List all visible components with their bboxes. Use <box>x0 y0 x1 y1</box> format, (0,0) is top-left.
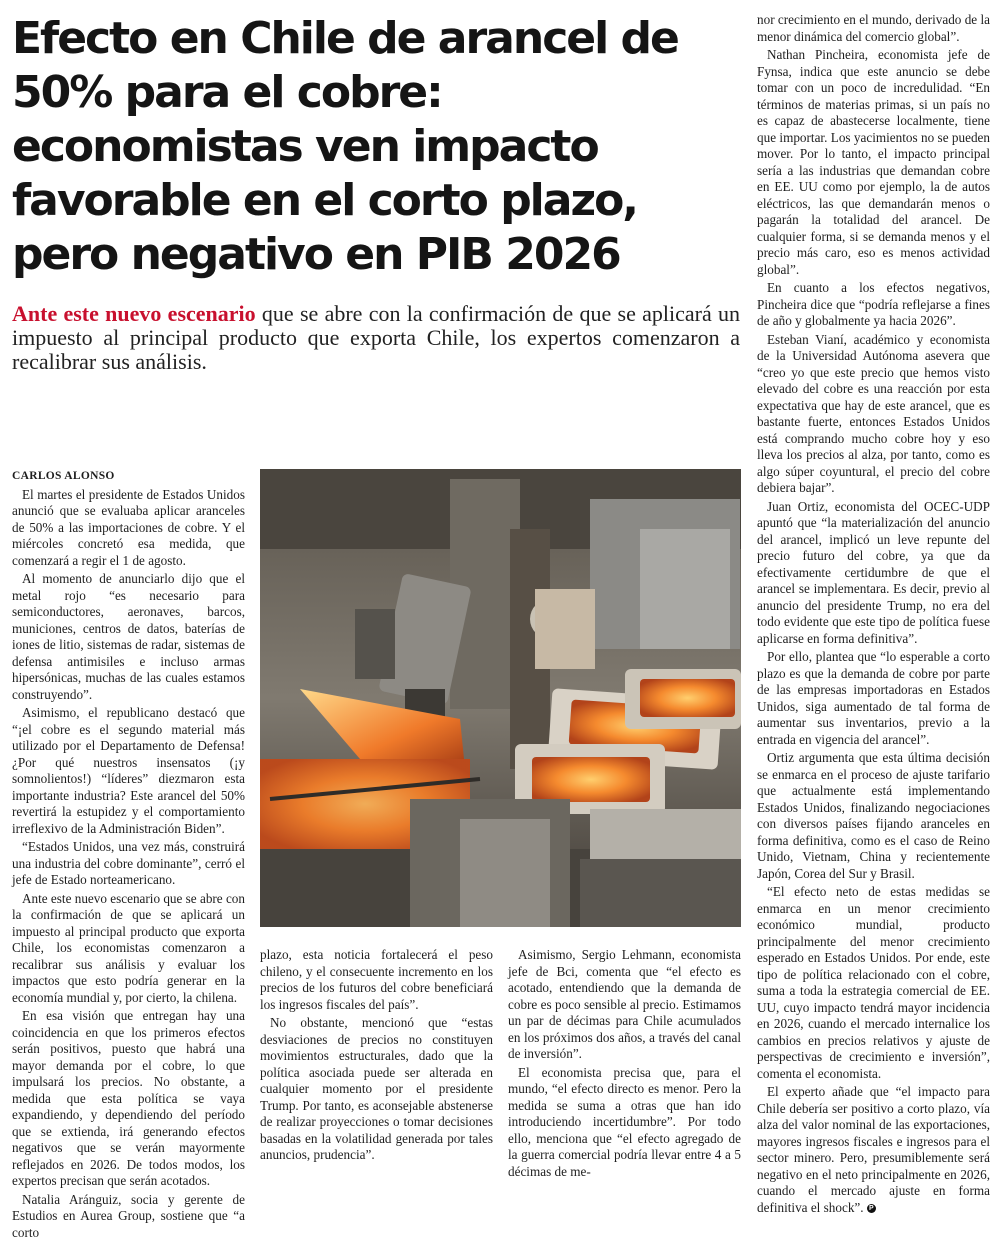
paragraph: Esteban Vianí, académico y economista de la Universidad Autónoma asevera que “creo yo que este precio que hemos visto elevado del cobre es una reacción por esta expectativa que hay de este arancel, que es bastante fuerte, entonces Estados Unidos está comprando mucho cobre hoy y eso lleva los precios al alza, por tanto, como es algo súper coyuntural, el precio del cobre debiera bajar”. <box>757 332 990 497</box>
paragraph: No obstante, mencionó que “estas desviaciones de precios no constituyen movimientos estructurales, dado que la política asociada puede ser alterada en cualquier momento por el presidente Trump. Por tanto, es aconsejable abstenerse de realizar proyecciones o tomar decisiones basadas en la volatilidad generada por tales anuncios, prudencia”. <box>260 1015 493 1164</box>
paragraph: Ortiz argumenta que esta última decisión se enmarca en el proceso de ajuste tarifario que actualmente está implementando Estados Unidos, finalizando negociaciones con diversos países fijando aranceles en forma definitiva, como es el caso de Reino Unido, Vietnam, China y recientemente Japón, Corea del Sur y Brasil. <box>757 750 990 882</box>
deck-text: que se abre con la confirmación de que se aplicará un impuesto al principal producto que exporta Chile, los expertos comenzaron a recalibrar sus análisis. <box>12 301 740 374</box>
article-column-4 <box>757 12 990 1169</box>
paragraph <box>757 1084 990 1216</box>
paragraph: “El efecto neto de estas medidas se enmarca en un menor crecimiento económico mundial, producto principalmente del menor crecimiento esperado en Estados Unidos. Por ende, este tipo de política relacionado con el cobre, suma a toda la estrategia comercial de EE. UU, cuyo impacto tendrá mayor incidencia en 2026, cuando el mercado internalice los cambios en precios relativos y ajuste de perspectivas de crecimiento e inversión”, comenta el economista. <box>757 884 990 1082</box>
paragraph: Al momento de anunciarlo dijo que el metal rojo “es necesario para semiconductores, aeronaves, barcos, municiones, centros de datos, baterías de iones de litio, sistemas de radar, sistemas de defensa antimisiles e incluso armas hipersónicas, muchas de las cuales estamos construyendo”. <box>12 571 245 703</box>
article-column-3 <box>508 947 741 1169</box>
paragraph: En cuanto a los efectos negativos, Pincheira dice que “podría reflejarse a fines de año y globalmente ya hacia 2026”. <box>757 280 990 330</box>
paragraph: Asimismo, Sergio Lehmann, economista jefe de Bci, comenta que “el efecto es acotado, entendiendo que la demanda de cobre es poco sensible al precio. Estimamos un par de décimas para Chile acumulados en los próximos dos años, a través del canal de inversión”. <box>508 947 741 1063</box>
end-mark-icon: P <box>867 1204 876 1213</box>
article-column-2 <box>260 947 493 1169</box>
byline: CARLOS ALONSO <box>12 468 245 485</box>
final-paragraph-text: El experto añade que “el impacto para Chile debería ser positivo a corto plazo, vía alza del valor nominal de las exportaciones, mayores ingresos fiscales e ingresos para el sector minero. Pero, presumiblemente será negativo en el neto principalmente en 2026, cuando el mercado ajuste en forma definitiva el shock”. <box>757 1084 990 1215</box>
paragraph: Juan Ortiz, economista del OCEC-UDP apuntó que “la materialización del anuncio del arancel, implicó un leve repunte del precio futuro del cobre, ya que da efectivamente certidumbre de que el arancel se implementara. Es decir, previo al anuncio del presidente Trump, no era del todo evidente que este tipo de política fuese aplicarse en forma definitiva”. <box>757 499 990 648</box>
article-column-1 <box>12 468 245 1168</box>
copper-smelter-illustration <box>260 469 741 927</box>
paragraph: Natalia Aránguiz, socia y gerente de Estudios en Aurea Group, sostiene que “a corto <box>12 1192 245 1241</box>
paragraph: En esa visión que entregan hay una coincidencia en que los primeros efectos serán positivos, puesto que habrá una mayor demanda por el cobre, lo que impulsará los precios. No obstante, a medida que esta política se vaya expandiendo, y dependiendo del período que se extienda, irá generando efectos negativos que se verán mayormente reflejados en 2026. De todos modos, los expertos precisan que serán acotados. <box>12 1008 245 1190</box>
paragraph: Asimismo, el republicano destacó que “¡el cobre es el segundo material más utilizado por el Departamento de Defensa! ¿Por qué nuestros insensatos (¡y somnolientos!) “líderes” diezmaron esta importante industria? Este arancel del 50% revertirá la estupidez y el comportamiento irreflexivo de la Administración Biden”. <box>12 705 245 837</box>
copper-smelter-photo <box>260 469 741 927</box>
paragraph: Nathan Pincheira, economista jefe de Fynsa, indica que este anuncio se debe tomar con un poco de incredulidad. “En términos de materias primas, si un país no es capaz de abastecerse localmente, tiene que importar. Los yacimientos no se pueden mover. Por lo tanto, el impacto principal sería a las industrias que demandan cobre en EE. UU como por ejemplo, la de autos eléctricos, las que demandarán menos o pagarán la totalidad del arancel. De cualquier forma, si se demanda menos y el precio más caro, eso es menos actividad global”. <box>757 47 990 278</box>
deck-lead: Ante este nuevo escenario <box>12 301 256 326</box>
headline: Efecto en Chile de arancel de 50% para el cobre: economistas ven impacto favorable en el corto plazo, pero negativo en PIB 2026 <box>12 12 742 282</box>
paragraph: nor crecimiento en el mundo, derivado de la menor dinámica del comercio global”. <box>757 12 990 45</box>
paragraph: El martes el presidente de Estados Unidos anunció que se evaluaba aplicar aranceles de 50% a las importaciones de cobre. Y el miércoles concretó esa medida, que comenzará a regir el 1 de agosto. <box>12 487 245 570</box>
paragraph: plazo, esta noticia fortalecerá el peso chileno, y el consecuente incremento en los precios de los futuros del cobre beneficiará los ingresos fiscales del país”. <box>260 947 493 1013</box>
paragraph: Por ello, plantea que “lo esperable a corto plazo es que la demanda de cobre por parte de las empresas importadoras en Estados Unidos, siga aumentado de tal forma de aumentar sus inventarios, previo a la entrada en vigencia del arancel”. <box>757 649 990 748</box>
paragraph: “Estados Unidos, una vez más, construirá una industria del cobre dominante”, cerró el jefe de Estado norteamericano. <box>12 839 245 889</box>
deck <box>12 302 740 374</box>
paragraph: El economista precisa que, para el mundo, “el efecto directo es menor. Pero la medida se suma a otras que han ido introduciendo incertidumbre”. Por todo ello, menciona que “el efecto agregado de la guerra comercial podría llevar entre 4 a 5 décimas de me- <box>508 1065 741 1181</box>
paragraph: Ante este nuevo escenario que se abre con la confirmación de que se aplicará un impuesto al principal producto que exporta Chile, los economistas comenzaron a recalibrar sus análisis y evaluar los impactos que esto podría generar en la economía mundial y, por cierto, la chilena. <box>12 891 245 1007</box>
mold <box>625 669 741 729</box>
